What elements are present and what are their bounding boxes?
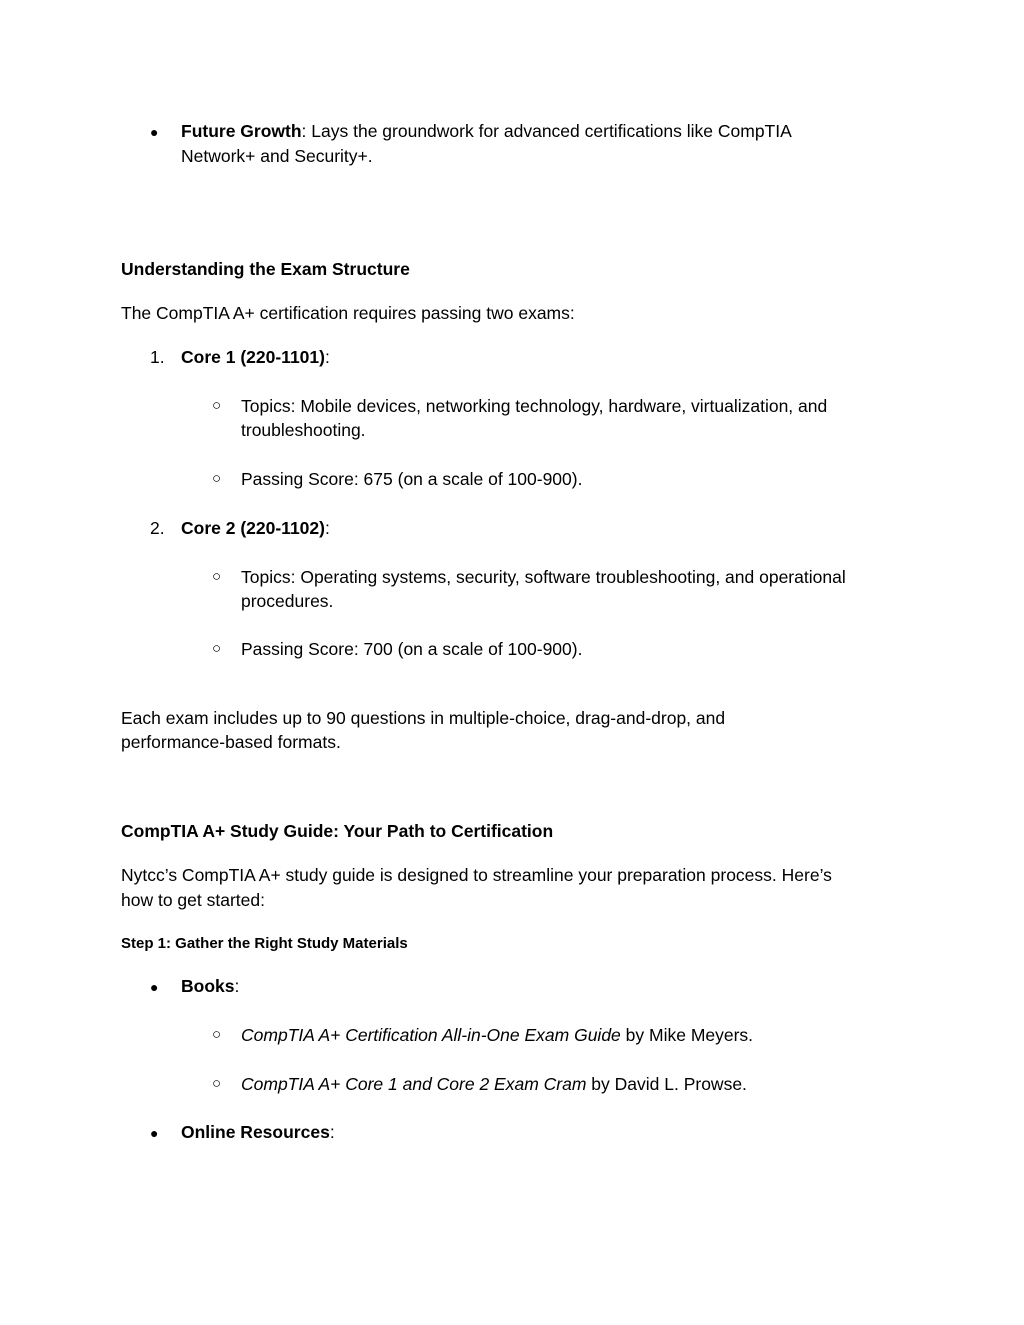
- exam-structure-heading: Understanding the Exam Structure: [121, 259, 410, 279]
- book-author: by David L. Prowse.: [586, 1074, 747, 1094]
- book-title: CompTIA A+ Core 1 and Core 2 Exam Cram: [241, 1074, 587, 1094]
- core-1-topics-line-2: troubleshooting.: [241, 420, 366, 440]
- colon: :: [234, 976, 240, 996]
- core-2-passing-score: Passing Score: 700 (on a scale of 100-900).: [241, 639, 583, 659]
- core-1-name: Core 1 (220-1101): [181, 347, 325, 367]
- future-growth-line-1: [181, 119, 792, 144]
- future-growth-text: : Lays the groundwork for advanced certifications like CompTIA: [301, 121, 792, 141]
- colon: :: [329, 1122, 335, 1142]
- list-number: 2.: [150, 518, 165, 538]
- online-resources-item: [181, 1120, 335, 1145]
- book-author: by Mike Meyers.: [620, 1025, 754, 1045]
- bullet-icon: ●: [150, 979, 159, 995]
- bullet-icon: ●: [150, 124, 159, 140]
- sub-bullet-icon: ○: [212, 640, 222, 657]
- books-label: Books: [181, 976, 235, 996]
- future-growth-term: Future Growth: [181, 121, 302, 141]
- colon: :: [324, 347, 330, 367]
- future-growth-line-2: Network+ and Security+.: [181, 146, 373, 166]
- online-resources-label: Online Resources: [181, 1122, 330, 1142]
- book-item: [241, 1072, 747, 1097]
- core-1-passing-score: Passing Score: 675 (on a scale of 100-900).: [241, 469, 583, 489]
- books-item: [181, 974, 239, 999]
- sub-bullet-icon: ○: [212, 568, 222, 585]
- core-2-topics-line-2: procedures.: [241, 591, 334, 611]
- study-guide-intro-line-2: how to get started:: [121, 890, 265, 910]
- core-2-topics-line-1: Topics: Operating systems, security, software troubleshooting, and operational: [241, 567, 846, 587]
- study-guide-heading: CompTIA A+ Study Guide: Your Path to Certification: [121, 821, 554, 841]
- colon: :: [324, 518, 330, 538]
- core-2-item: [181, 516, 330, 541]
- core-2-name: Core 2 (220-1102): [181, 518, 325, 538]
- sub-bullet-icon: ○: [212, 397, 222, 414]
- exam-summary-line-2: performance-based formats.: [121, 732, 341, 752]
- book-item: [241, 1023, 753, 1048]
- step-1-heading: Step 1: Gather the Right Study Materials: [121, 935, 408, 952]
- exam-structure-intro: The CompTIA A+ certification requires passing two exams:: [121, 303, 575, 323]
- exam-summary-line-1: Each exam includes up to 90 questions in multiple-choice, drag-and-drop, and: [121, 708, 726, 728]
- core-1-item: [181, 345, 330, 370]
- book-title: CompTIA A+ Certification All-in-One Exam Guide: [241, 1025, 621, 1045]
- list-number: 1.: [150, 347, 165, 367]
- sub-bullet-icon: ○: [212, 470, 222, 487]
- bullet-icon: ●: [150, 1125, 159, 1141]
- study-guide-intro-line-1: Nytcc’s CompTIA A+ study guide is designed to streamline your preparation process. Here’s: [121, 865, 832, 885]
- core-1-topics-line-1: Topics: Mobile devices, networking technology, hardware, virtualization, and: [241, 396, 828, 416]
- sub-bullet-icon: ○: [212, 1075, 222, 1092]
- sub-bullet-icon: ○: [212, 1026, 222, 1043]
